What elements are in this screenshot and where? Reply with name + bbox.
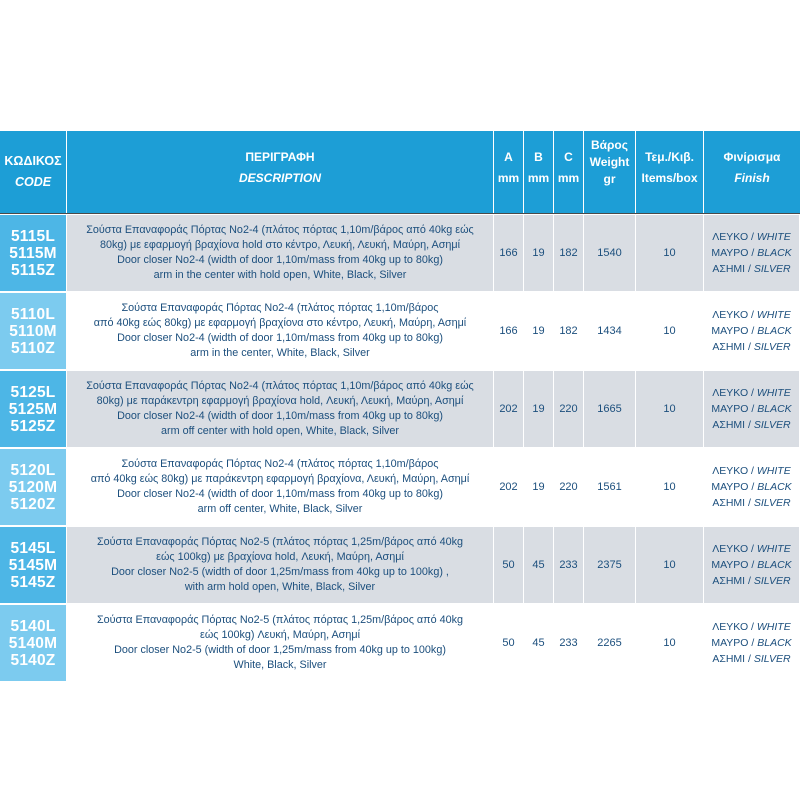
product-code: 5115M — [9, 244, 57, 262]
dimension-c-cell — [554, 605, 584, 681]
header-b-label: B — [534, 150, 543, 164]
dimension-b-cell — [524, 293, 554, 369]
description-line: Σούστα Επαναφοράς Πόρτας Νο2-4 (πλάτος πόρτας 1,10m/βάρος — [121, 302, 439, 314]
items-per-box-cell — [636, 371, 704, 447]
finish-cell — [704, 605, 800, 681]
items-per-box-cell — [636, 527, 704, 603]
description-line: arm off center with hold open, White, Black, Silver — [160, 425, 400, 437]
table-row — [0, 371, 800, 447]
header-weight-english: Weight — [589, 155, 630, 169]
finish-cell — [704, 527, 800, 603]
items-per-box-value: 10 — [663, 247, 676, 259]
finish-english: BLACK — [757, 403, 792, 415]
header-finish — [704, 131, 800, 213]
product-code: 5120L — [10, 461, 56, 479]
weight-value: 1665 — [597, 403, 622, 415]
finish-line — [712, 385, 790, 401]
header-a-label: A — [504, 150, 513, 164]
product-code: 5145M — [8, 556, 58, 574]
dimension-c-value: 233 — [559, 559, 578, 571]
finish-greek: ΛΕΥΚΟ / — [712, 543, 757, 555]
header-finish-greek: Φινίρισμα — [723, 150, 781, 164]
header-description — [67, 131, 494, 213]
product-code: 5115L — [10, 227, 56, 245]
finish-english: SILVER — [753, 575, 791, 587]
dimension-c-cell — [554, 371, 584, 447]
dimension-b-value: 19 — [532, 247, 545, 259]
finish-line — [712, 619, 790, 635]
product-code: 5140M — [8, 634, 58, 652]
weight-cell — [584, 605, 636, 681]
header-code — [0, 131, 67, 213]
description-line: Door closer No2-5 (width of door 1,25m/mass from 40kg up to 100kg) — [114, 644, 446, 656]
table-row — [0, 605, 800, 681]
finish-line — [711, 245, 791, 261]
description-line: Σούστα Επαναφοράς Πόρτας Νο2-4 (πλάτος πόρτας 1,10m/βάρος — [121, 458, 439, 470]
dimension-b-cell — [524, 605, 554, 681]
items-per-box-cell — [636, 605, 704, 681]
items-per-box-value: 10 — [663, 637, 676, 649]
dimension-b-cell — [524, 449, 554, 525]
dimension-c-value: 220 — [559, 403, 578, 415]
product-code: 5120Z — [10, 495, 56, 513]
items-per-box-value: 10 — [663, 325, 676, 337]
finish-english: BLACK — [757, 247, 792, 259]
description-line: Σούστα Επαναφοράς Πόρτας Νο2-4 (πλάτος πόρτας 1,10m/βάρος από 40kg εώς — [86, 224, 474, 236]
table-row — [0, 527, 800, 603]
weight-cell — [584, 215, 636, 291]
product-code-cell — [0, 449, 67, 525]
description-cell — [67, 293, 494, 369]
header-items — [636, 131, 704, 213]
dimension-c-value: 233 — [559, 637, 578, 649]
product-table — [0, 131, 800, 681]
product-code: 5140Z — [10, 651, 56, 669]
description-line: with arm hold open, White, Black, Silver — [184, 581, 376, 593]
dimension-c-value: 182 — [559, 247, 578, 259]
dimension-c-cell — [554, 449, 584, 525]
finish-line — [712, 651, 790, 667]
header-b — [524, 131, 554, 213]
finish-line — [711, 479, 791, 495]
product-code: 5110L — [10, 305, 56, 323]
header-description-english: DESCRIPTION — [238, 171, 321, 185]
product-code: 5145L — [10, 539, 56, 557]
finish-greek: ΜΑΥΡΟ / — [711, 637, 758, 649]
description-line: εώς 100kg) με βραχίονα hold, Λευκή, Μαύρη, Ασημί — [156, 551, 404, 563]
description-line: arm off center, White, Black, Silver — [197, 503, 363, 515]
weight-cell — [584, 527, 636, 603]
header-weight-greek: Βάρος — [590, 138, 629, 152]
header-c-label: C — [564, 150, 573, 164]
finish-english: BLACK — [757, 481, 792, 493]
table-row — [0, 293, 800, 369]
finish-english: WHITE — [756, 231, 791, 243]
header-code-greek: ΚΩΔΙΚΟΣ — [4, 154, 62, 168]
header-description-greek: ΠΕΡΙΓΡΑΦΗ — [245, 150, 315, 164]
dimension-c-value: 220 — [559, 481, 578, 493]
dimension-c-cell — [554, 215, 584, 291]
items-per-box-value: 10 — [663, 403, 676, 415]
table-row — [0, 215, 800, 291]
weight-value: 1561 — [597, 481, 622, 493]
finish-line — [711, 401, 791, 417]
finish-greek: ΛΕΥΚΟ / — [712, 231, 757, 243]
finish-greek: ΑΣΗΜΙ / — [712, 575, 754, 587]
finish-english: WHITE — [756, 465, 791, 477]
product-code: 5125Z — [10, 417, 56, 435]
dimension-a-value: 50 — [502, 637, 515, 649]
header-a — [494, 131, 524, 213]
dimension-a-value: 166 — [499, 325, 518, 337]
weight-cell — [584, 293, 636, 369]
finish-english: WHITE — [756, 543, 791, 555]
dimension-a-value: 202 — [499, 403, 518, 415]
finish-english: SILVER — [753, 653, 791, 665]
table-body — [0, 215, 800, 681]
finish-english: WHITE — [756, 387, 791, 399]
weight-value: 2375 — [597, 559, 622, 571]
dimension-a-cell — [494, 293, 524, 369]
finish-english: SILVER — [753, 419, 791, 431]
product-code: 5110M — [9, 322, 57, 340]
dimension-b-cell — [524, 371, 554, 447]
table-header — [0, 131, 800, 213]
finish-greek: ΑΣΗΜΙ / — [712, 497, 754, 509]
product-code: 5125M — [8, 400, 58, 418]
header-items-greek: Τεμ./Κιβ. — [645, 150, 694, 164]
dimension-a-cell — [494, 215, 524, 291]
weight-value: 2265 — [597, 637, 622, 649]
product-code: 5145Z — [10, 573, 56, 591]
finish-english: BLACK — [757, 559, 792, 571]
items-per-box-cell — [636, 449, 704, 525]
header-items-english: Items/box — [641, 171, 698, 185]
finish-greek: ΛΕΥΚΟ / — [712, 387, 757, 399]
finish-greek: ΑΣΗΜΙ / — [712, 341, 754, 353]
finish-line — [712, 417, 790, 433]
description-line: Door closer No2-4 (width of door 1,10m/mass from 40kg up to 80kg) — [117, 410, 443, 422]
description-line: 80kg) με εφαρμογή βραχίονα hold στο κέντρο, Λευκή, Λευκή, Μαύρη, Ασημί — [99, 239, 461, 251]
finish-english: SILVER — [753, 497, 791, 509]
finish-greek: ΜΑΥΡΟ / — [711, 403, 758, 415]
finish-line — [712, 573, 790, 589]
finish-greek: ΛΕΥΚΟ / — [712, 621, 757, 633]
finish-cell — [704, 293, 800, 369]
header-finish-english: Finish — [734, 171, 770, 185]
dimension-b-value: 45 — [532, 559, 545, 571]
finish-line — [712, 261, 790, 277]
dimension-b-value: 19 — [532, 325, 545, 337]
dimension-a-value: 50 — [502, 559, 515, 571]
finish-cell — [704, 371, 800, 447]
finish-greek: ΑΣΗΜΙ / — [712, 263, 754, 275]
finish-greek: ΑΣΗΜΙ / — [712, 419, 754, 431]
description-line: Σούστα Επαναφοράς Πόρτας Νο2-5 (πλάτος πόρτας 1,25m/βάρος από 40kg — [96, 614, 464, 626]
finish-greek: ΛΕΥΚΟ / — [712, 465, 757, 477]
finish-line — [712, 339, 790, 355]
description-cell — [67, 371, 494, 447]
header-b-unit: mm — [527, 171, 550, 185]
finish-english: WHITE — [756, 621, 791, 633]
weight-value: 1540 — [597, 247, 622, 259]
dimension-b-cell — [524, 527, 554, 603]
description-line: arm in the center with hold open, White, Black, Silver — [153, 269, 407, 281]
weight-cell — [584, 449, 636, 525]
finish-line — [712, 463, 790, 479]
product-code-cell — [0, 527, 67, 603]
dimension-b-value: 19 — [532, 403, 545, 415]
finish-greek: ΜΑΥΡΟ / — [711, 481, 758, 493]
weight-cell — [584, 371, 636, 447]
items-per-box-value: 10 — [663, 559, 676, 571]
dimension-a-value: 166 — [499, 247, 518, 259]
header-weight-unit: gr — [603, 172, 616, 186]
finish-english: SILVER — [753, 263, 791, 275]
items-per-box-cell — [636, 293, 704, 369]
description-line: Door closer No2-4 (width of door 1,10m/mass from 40kg up to 80kg) — [117, 332, 443, 344]
finish-greek: ΛΕΥΚΟ / — [712, 309, 757, 321]
description-line: White, Black, Silver — [233, 659, 327, 671]
header-a-unit: mm — [497, 171, 520, 185]
finish-line — [712, 229, 790, 245]
finish-english: SILVER — [753, 341, 791, 353]
finish-english: BLACK — [757, 637, 792, 649]
finish-cell — [704, 449, 800, 525]
dimension-a-cell — [494, 605, 524, 681]
description-line: arm in the center, White, Black, Silver — [190, 347, 370, 359]
description-cell — [67, 215, 494, 291]
product-code: 5125L — [10, 383, 56, 401]
dimension-c-cell — [554, 293, 584, 369]
header-c — [554, 131, 584, 213]
finish-english: WHITE — [756, 309, 791, 321]
header-weight — [584, 131, 636, 213]
finish-greek: ΑΣΗΜΙ / — [712, 653, 754, 665]
description-line: από 40kg εώς 80kg) με εφαρμογή βραχίονα στο κέντρο, Λευκή, Μαύρη, Ασημί — [93, 317, 467, 329]
items-per-box-value: 10 — [663, 481, 676, 493]
finish-line — [712, 495, 790, 511]
product-code: 5110Z — [10, 339, 56, 357]
dimension-c-cell — [554, 527, 584, 603]
product-code: 5140L — [10, 617, 56, 635]
product-code-cell — [0, 605, 67, 681]
dimension-a-cell — [494, 371, 524, 447]
finish-english: BLACK — [757, 325, 792, 337]
dimension-a-cell — [494, 449, 524, 525]
description-line: Σούστα Επαναφοράς Πόρτας Νο2-4 (πλάτος πόρτας 1,10m/βάρος από 40kg εώς — [86, 380, 474, 392]
header-c-unit: mm — [557, 171, 580, 185]
items-per-box-cell — [636, 215, 704, 291]
finish-line — [711, 635, 791, 651]
finish-greek: ΜΑΥΡΟ / — [711, 559, 758, 571]
description-cell — [67, 527, 494, 603]
finish-line — [712, 541, 790, 557]
dimension-b-value: 19 — [532, 481, 545, 493]
finish-line — [711, 323, 791, 339]
description-line: Door closer No2-5 (width of door 1,25m/mass from 40kg up to 100kg) , — [111, 566, 449, 578]
dimension-c-value: 182 — [559, 325, 578, 337]
product-code-cell — [0, 293, 67, 369]
dimension-b-cell — [524, 215, 554, 291]
description-line: από 40kg εώς 80kg) με παράκεντρη εφαρμογή βραχίονα, Λευκή, Μαύρη, Ασημί — [90, 473, 470, 485]
description-line: 80kg) με παράκεντρη εφαρμογή βραχίονα hold, Λευκή, Λευκή, Μαύρη, Ασημί — [96, 395, 464, 407]
finish-line — [711, 557, 791, 573]
product-code-cell — [0, 371, 67, 447]
finish-line — [712, 307, 790, 323]
description-line: Door closer No2-4 (width of door 1,10m/mass from 40kg up to 80kg) — [117, 254, 443, 266]
weight-value: 1434 — [597, 325, 622, 337]
dimension-b-value: 45 — [532, 637, 545, 649]
finish-cell — [704, 215, 800, 291]
finish-greek: ΜΑΥΡΟ / — [711, 247, 758, 259]
product-code: 5115Z — [10, 261, 56, 279]
header-code-english: CODE — [14, 175, 52, 189]
table-row — [0, 449, 800, 525]
product-code-cell — [0, 215, 67, 291]
dimension-a-cell — [494, 527, 524, 603]
description-cell — [67, 449, 494, 525]
description-cell — [67, 605, 494, 681]
description-line: εώς 100kg) Λευκή, Μαύρη, Ασημί — [200, 629, 360, 641]
finish-greek: ΜΑΥΡΟ / — [711, 325, 758, 337]
description-line: Door closer No2-4 (width of door 1,10m/mass from 40kg up to 80kg) — [117, 488, 443, 500]
product-code: 5120M — [8, 478, 58, 496]
description-line: Σούστα Επαναφοράς Πόρτας Νο2-5 (πλάτος πόρτας 1,25m/βάρος από 40kg — [96, 536, 464, 548]
dimension-a-value: 202 — [499, 481, 518, 493]
